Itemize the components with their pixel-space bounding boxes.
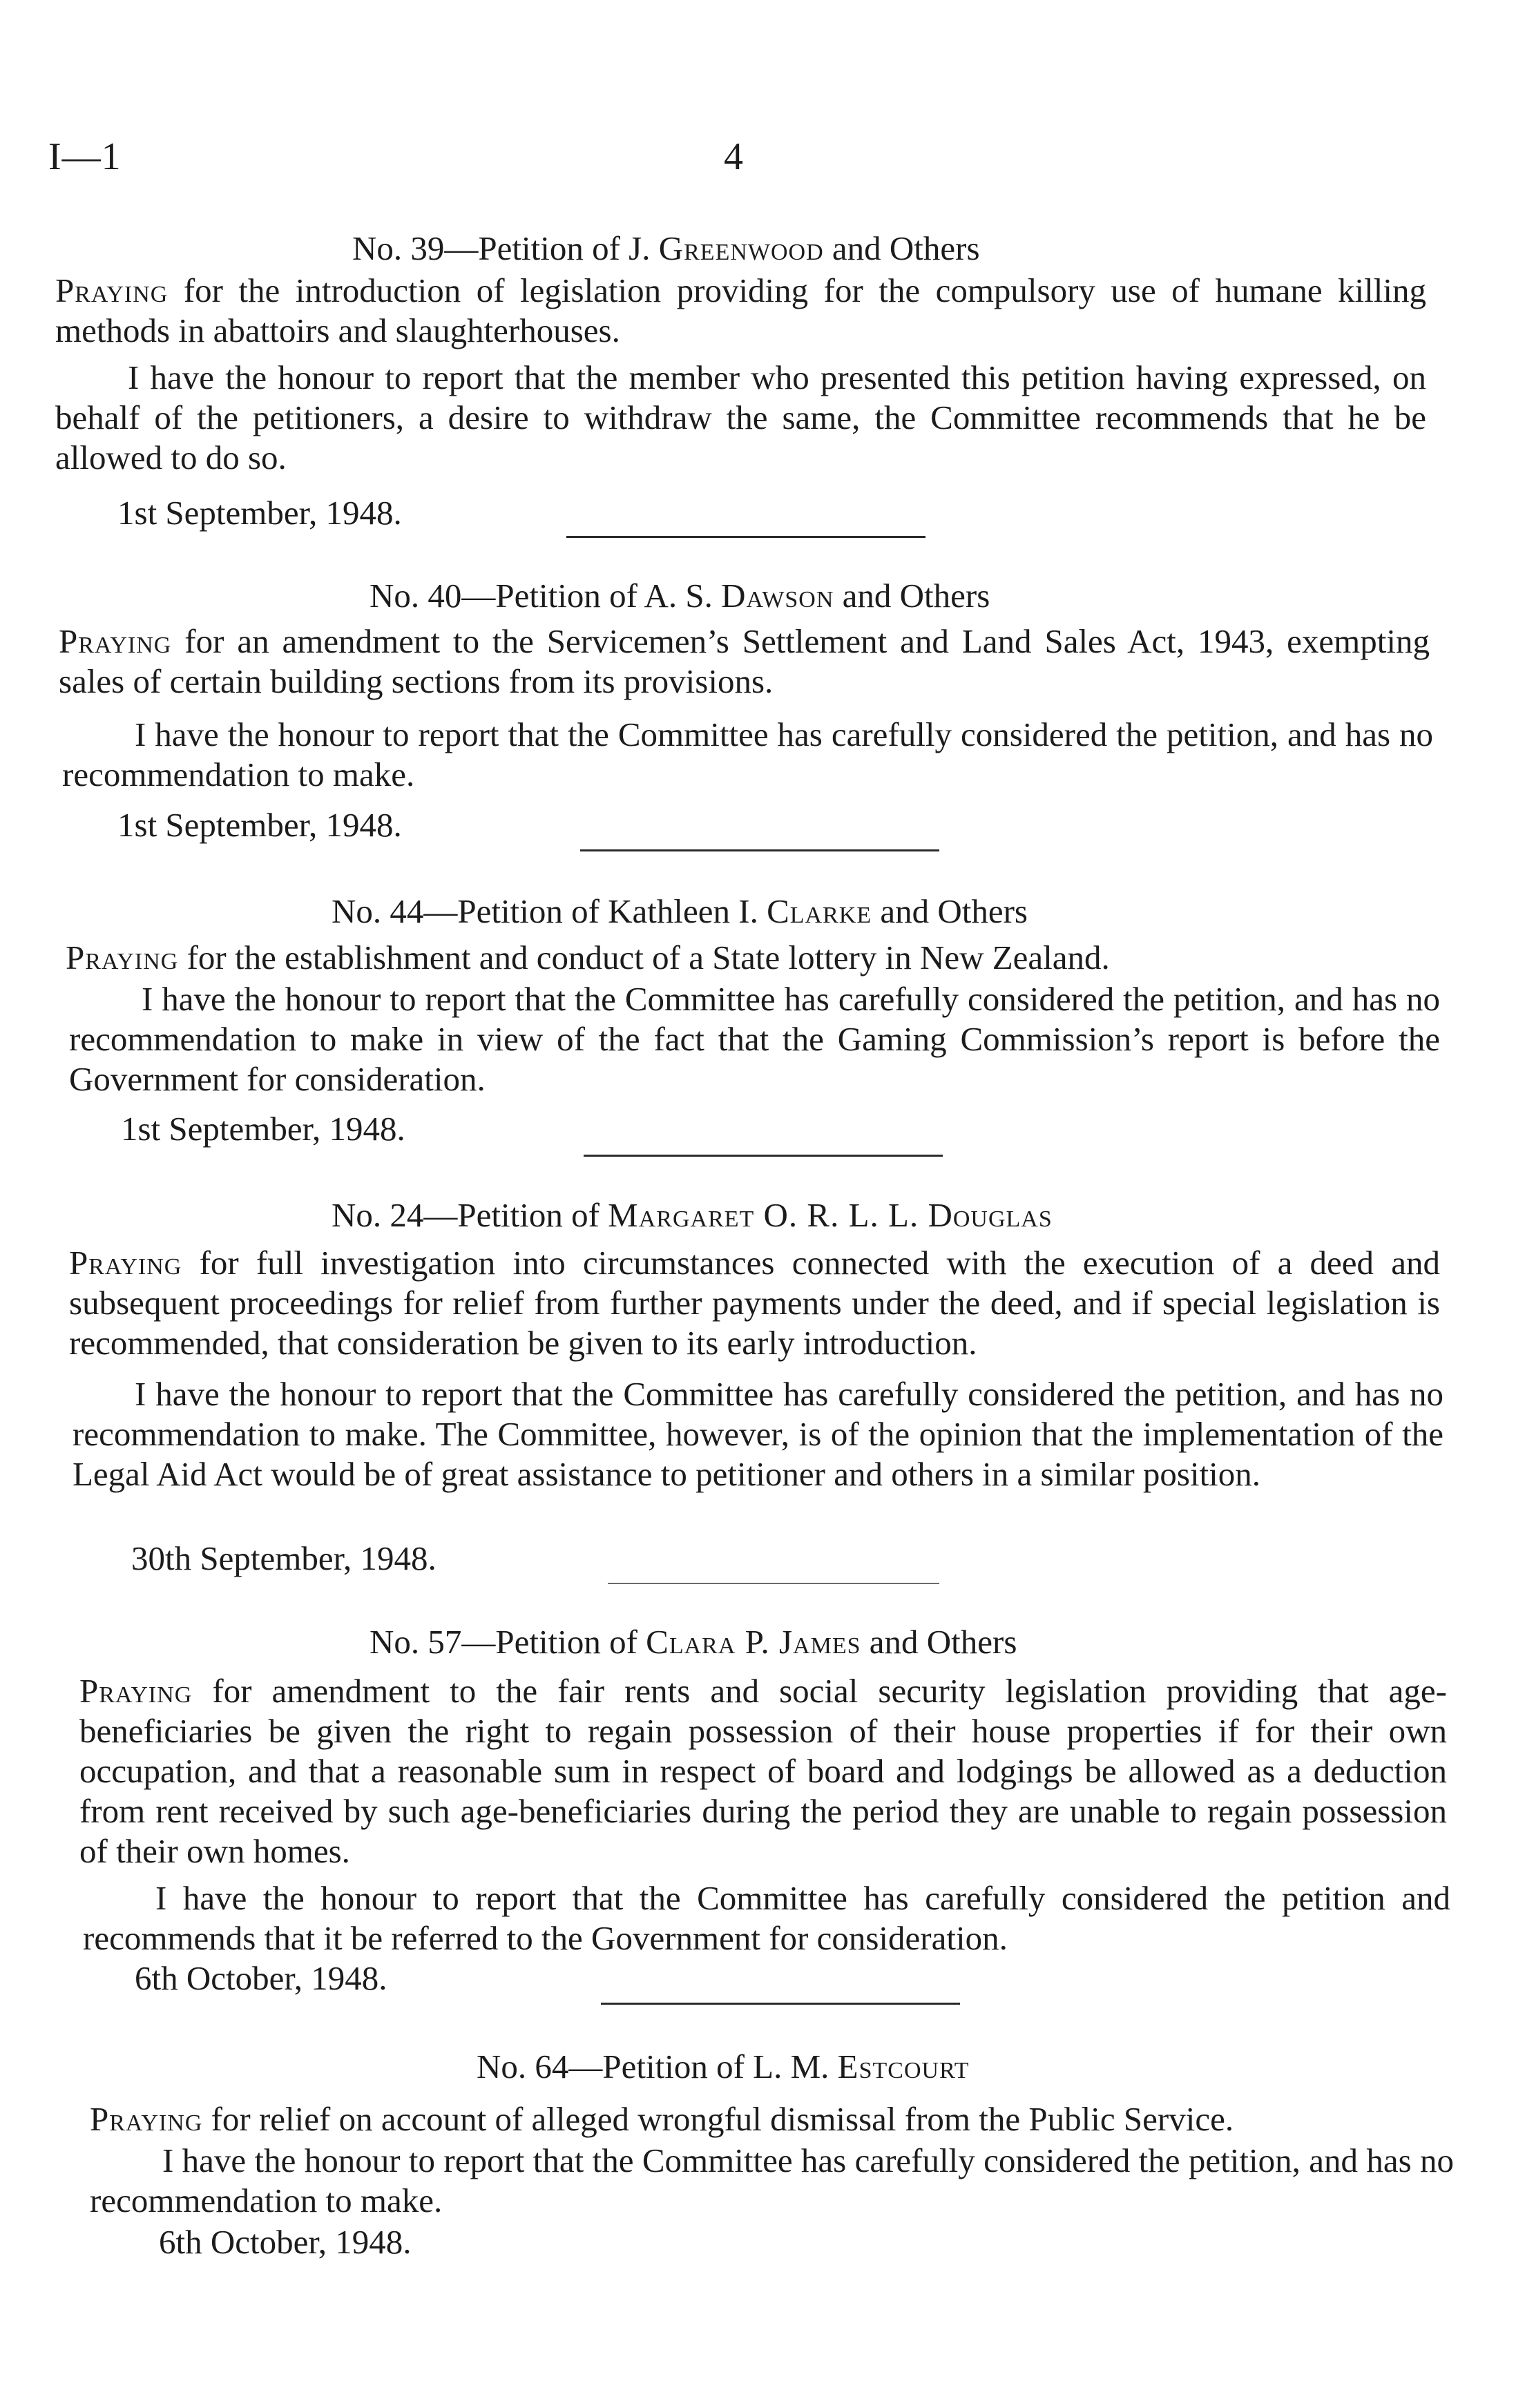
- section-divider: [566, 536, 925, 538]
- report-date: 30th September, 1948.: [131, 1539, 436, 1577]
- petition-title: No. 40—Petition of A. S. Dawson and Others: [370, 577, 990, 615]
- report-paragraph: I have the honour to report that the Committee has carefully considered the petition, and has no recommendation to make. The Committee, however, is of the opinion that the implementation of the Legal Aid Act would be of great assistance to petitioner and others in a similar position.: [73, 1375, 1443, 1493]
- petitioner-name: Margaret O. R. L. L. Douglas: [608, 1196, 1053, 1234]
- report-date: 1st September, 1948.: [117, 806, 402, 844]
- praying-paragraph: Praying for the establishment and conduct of a State lottery in New Zealand.: [66, 938, 1110, 976]
- praying-word: Praying: [55, 271, 169, 309]
- praying-word: Praying: [79, 1672, 193, 1710]
- report-paragraph: I have the honour to report that the Committee has carefully considered the petition, and has no recommendation to make in view of the fact that the Gaming Commission’s report is before the Government for consideration.: [69, 980, 1440, 1098]
- section-divider: [580, 849, 939, 851]
- praying-paragraph: Praying for amendment to the fair rents and social security legislation providing that age-beneficiaries be given the right to regain possession of their house properties if for their own occupation, and that a reasonable sum in respect of board and lodgings be allowed as a deduction from rent received by such age-beneficiaries during the period they are unable to regain possession of their own homes.: [79, 1672, 1447, 1870]
- praying-word: Praying: [69, 1244, 182, 1282]
- report-date: 6th October, 1948.: [135, 1959, 387, 1997]
- petition-title: No. 57—Petition of Clara P. James and Others: [370, 1623, 1017, 1661]
- praying-paragraph: Praying for relief on account of alleged wrongful dismissal from the Public Service.: [90, 2100, 1234, 2138]
- petition-title: No. 24—Petition of Margaret O. R. L. L. Douglas: [332, 1196, 1053, 1234]
- praying-word: Praying: [90, 2100, 203, 2138]
- petitioner-name: Estcourt: [837, 2048, 970, 2086]
- section-divider: [601, 2003, 960, 2005]
- page-number: 4: [724, 135, 743, 178]
- petitioner-name: Clara P. James: [646, 1623, 861, 1661]
- petition-title: No. 64—Petition of L. M. Estcourt: [477, 2048, 970, 2086]
- report-date: 1st September, 1948.: [121, 1110, 405, 1148]
- section-divider: [608, 1583, 939, 1584]
- page-reference: I—1: [48, 135, 122, 178]
- petition-title: No. 39—Petition of J. Greenwood and Others: [352, 229, 980, 267]
- praying-word: Praying: [59, 622, 172, 660]
- praying-paragraph: Praying for the introduction of legislation providing for the compulsory use of humane killing methods in abattoirs and slaughterhouses.: [55, 271, 1426, 349]
- report-date: 1st September, 1948.: [117, 494, 402, 532]
- petitioner-name: Greenwood: [658, 229, 824, 267]
- report-paragraph: I have the honour to report that the Committee has carefully considered the petition and recommends that it be referred to the Government for consideration.: [83, 1879, 1450, 1957]
- section-divider: [584, 1155, 943, 1157]
- petition-title: No. 44—Petition of Kathleen I. Clarke and Others: [332, 892, 1028, 930]
- report-paragraph: I have the honour to report that the Committee has carefully considered the petition, and has no recommendation to make.: [62, 715, 1433, 793]
- petitioner-name: Clarke: [767, 892, 872, 930]
- report-paragraph: I have the honour to report that the member who presented this petition having expressed, on behalf of the petitioners, a desire to withdraw the same, the Committee recommends that he be allowed to do so.: [55, 358, 1426, 476]
- praying-paragraph: Praying for an amendment to the Servicemen’s Settlement and Land Sales Act, 1943, exempting sales of certain building sections from its provisions.: [59, 622, 1430, 700]
- praying-paragraph: Praying for full investigation into circumstances connected with the execution of a deed and subsequent proceedings for relief from further payments under the deed, and if special legislation is recommended, that consideration be given to its early introduction.: [69, 1244, 1441, 1362]
- report-paragraph: I have the honour to report that the Committee has carefully considered the petition, and has no recommendation to make.: [90, 2141, 1454, 2219]
- petitioner-name: Dawson: [721, 577, 834, 615]
- report-date: 6th October, 1948.: [159, 2223, 412, 2261]
- praying-word: Praying: [66, 938, 179, 976]
